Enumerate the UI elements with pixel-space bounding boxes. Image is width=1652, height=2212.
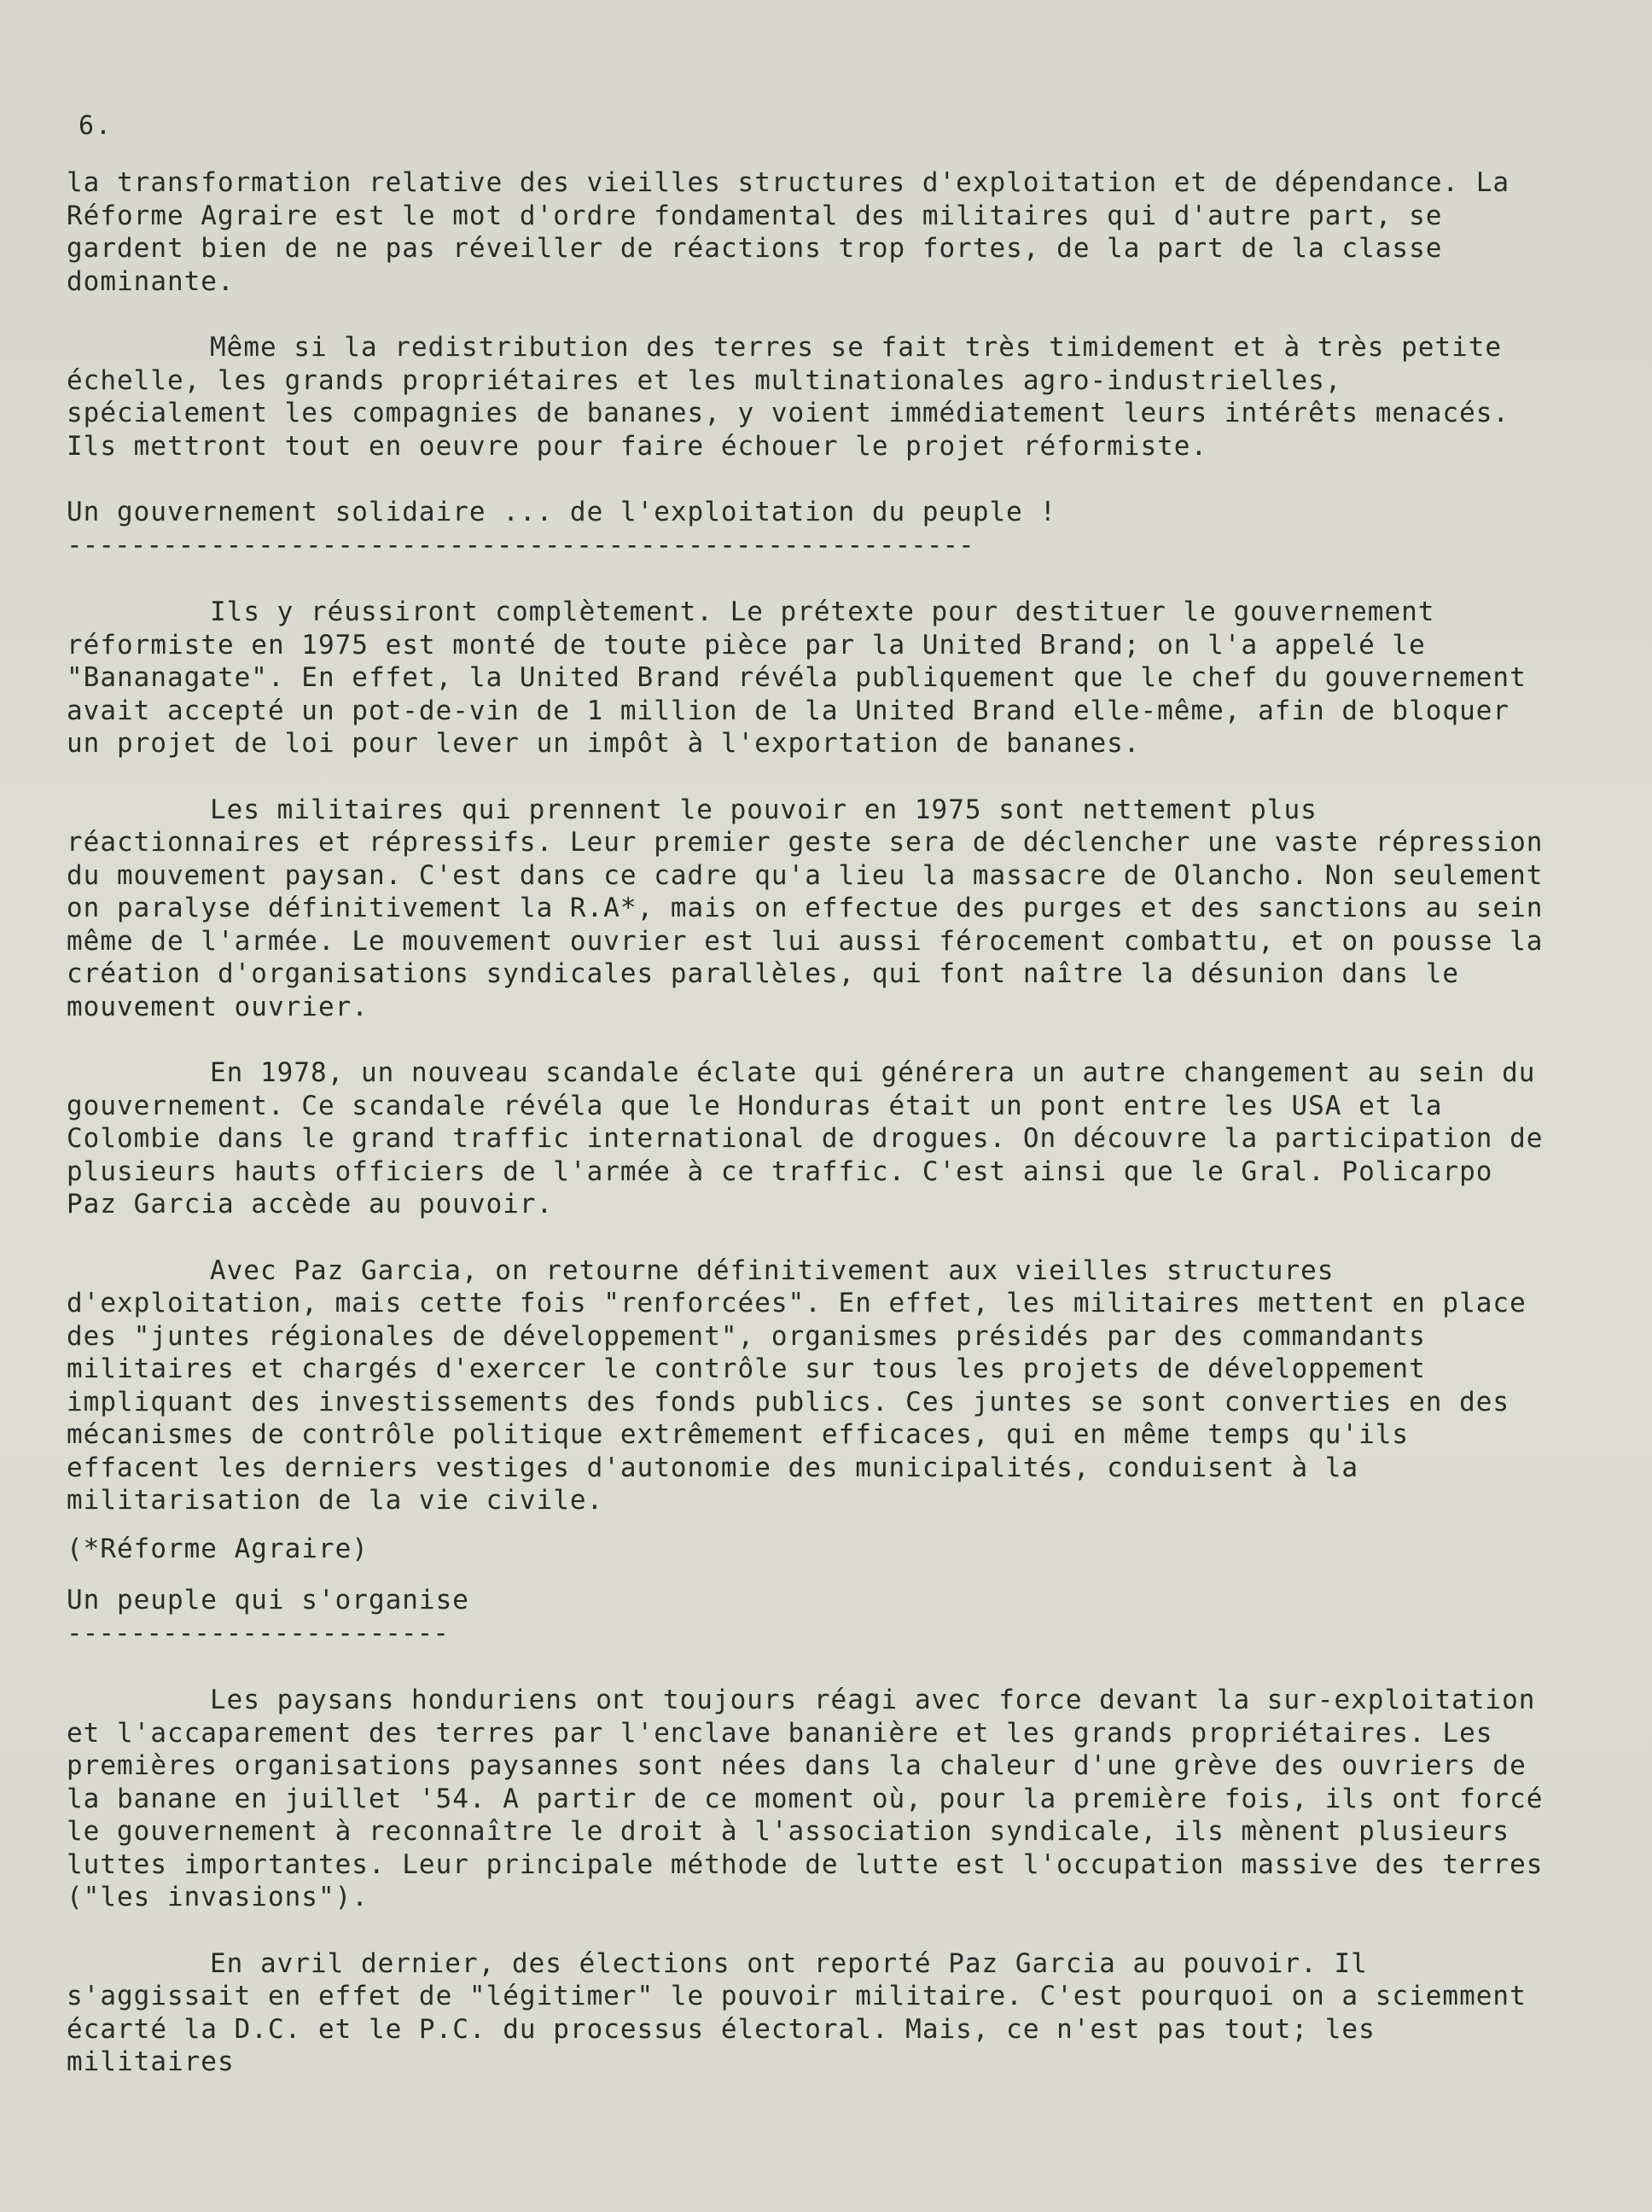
paragraph-1: la transformation relative des vieilles structures d'exploitation et de dépendance. La Réforme Agraire est le mot d'ordre fondamental des militaires qui d'autre part, se gardent bien de ne pas réveiller de réactions trop fortes, de la part de la classe dominante. (67, 167, 1527, 297)
paragraph-4-text: Les militaires qui prennent le pouvoir en 1975 sont nettement plus réactionnaires et répressifs. Leur premier geste sera de déclencher une vaste répression du mouvement paysan. C'est dans ce cadre qu'a lieu la massacre de Olancho. Non seulement on paralyse définitivement la R.A*, mais on effectue des purges et des sanctions au sein même de l'armée. Le mouvement ouvrier est lui aussi férocement combattu, et on pousse la création d'organisations syndicales parallèles, qui font naître la désunion dans le mouvement ouvrier. (67, 794, 1561, 1022)
paragraph-8-text: En avril dernier, des élections ont reporté Paz Garcia au pouvoir. Il s'aggissait en effet de "légitimer" le pouvoir militaire. C'est pourquoi on a sciemment écarté la D.C. et le P.C. du processus électoral. Mais, ce n'est pas tout; les militaires (67, 1947, 1544, 2077)
paragraph-2 (67, 331, 1556, 463)
document-body (67, 166, 1561, 2112)
paragraph-7 (67, 1684, 1561, 1914)
paragraph-3-text: Ils y réussiront complètement. Le prétexte pour destituer le gouvernement réformiste en 1975 est monté de toute pièce par la United Brand; on l'a appelé le "Bananagate". En effet, la United Brand révéla publiquement que le chef du gouvernement avait accepté un pot-de-vin de 1 million de la United Brand elle-même, afin de bloquer un projet de loi pour lever un impôt à l'exportation de bananes. (67, 597, 1544, 759)
paragraph-5 (67, 1057, 1561, 1221)
paragraph-8 (67, 1947, 1556, 2079)
page-number: 6. (79, 111, 113, 141)
paragraph-6 (67, 1254, 1556, 1517)
footnote: (*Réforme Agraire) (67, 1533, 369, 1564)
section-heading-government-rule: --------------------------------------------------------- (67, 529, 974, 561)
paragraph-4 (67, 794, 1561, 1024)
section-heading-organisation-rule: ------------------------ (67, 1617, 449, 1649)
paragraph-3 (67, 596, 1556, 760)
paragraph-2-text: Même si la redistribution des terres se fait très timidement et à très petite échelle, les grands propriétaires et les multinationales agro-industrielles, spécialement les compagnies de bananes, y voient immédiatement leurs intérêts menacés. Ils mettront tout en oeuvre pour faire échouer le projet réformiste. (67, 332, 1527, 462)
paragraph-6-text: Avec Paz Garcia, on retourne définitivement aux vieilles structures d'exploitation, mais cette fois "renforcées". En effet, les militaires mettent en place des "juntes régionales de développement", organismes présidés par des commandants militaires et chargés d'exercer le contrôle sur tous les projets de développement impliquant des investissements des fonds publics. Ces juntes se sont converties en des mécanismes de contrôle politique extrêmement efficaces, qui en même temps qu'ils effacent les derniers vestiges d'autonomie des municipalités, conduisent à la militarisation de la vie civile. (67, 1254, 1544, 1516)
paragraph-7-text: Les paysans honduriens ont toujours réagi avec force devant la sur-exploitation et l'accaparement des terres par l'enclave bananière et les grands propriétaires. Les premières organisations paysannes sont nées dans la chaleur d'une grève des ouvriers de la banane en juillet '54. A partir de ce moment où, pour la première fois, ils ont forcé le gouvernement à reconnaître le droit à l'association syndicale, ils mènent plusieurs luttes importantes. Leur principale méthode de lutte est l'occupation massive des terres ("les invasions"). (67, 1685, 1561, 1912)
section-heading-government: Un gouvernement solidaire ... de l'exploitation du peuple ! (67, 497, 1057, 527)
paragraph-5-text: En 1978, un nouveau scandale éclate qui générera un autre changement au sein du gouvernement. Ce scandale révéla que le Honduras était un pont entre les USA et la Colombie dans le grand traffic international de drogues. On découvre la participation de plusieurs hauts officiers de l'armée à ce traffic. C'est ainsi que le Gral. Policarpo Paz Garcia accède au pouvoir. (67, 1057, 1561, 1220)
section-heading-organisation: Un peuple qui s'organise (67, 1585, 469, 1615)
